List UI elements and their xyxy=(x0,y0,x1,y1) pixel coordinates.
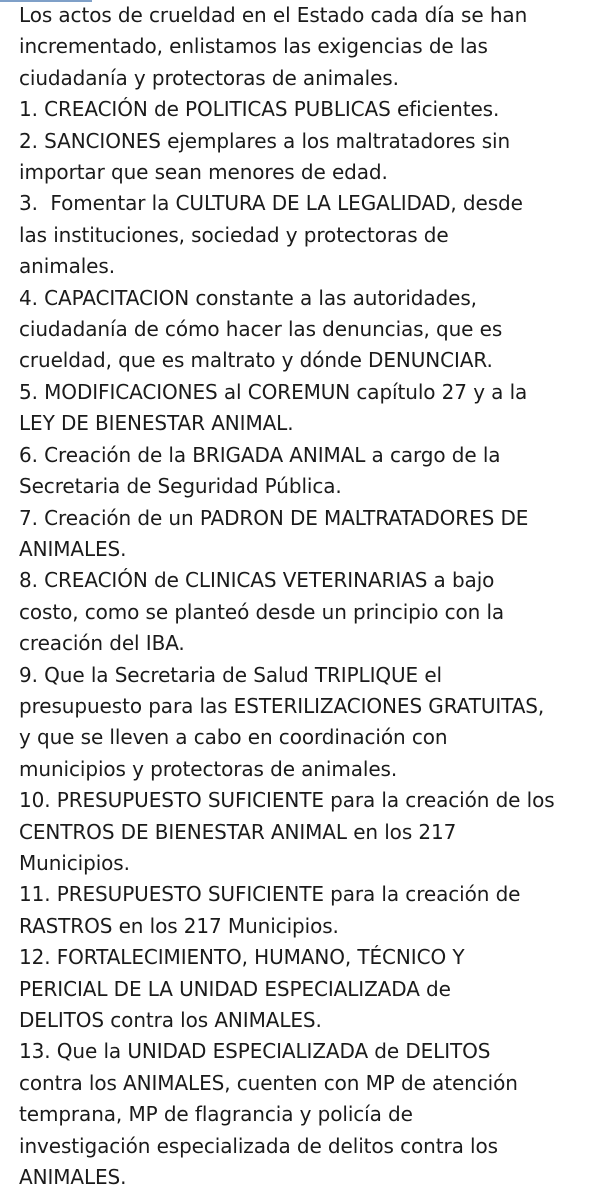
doc-line: Los actos de crueldad en el Estado cada día se han xyxy=(19,3,528,27)
doc-line: Secretaria de Seguridad Pública. xyxy=(19,474,342,499)
doc-line: 9. Que la Secretaria de Salud TRIPLIQUE el xyxy=(19,662,443,687)
doc-line: 10. PRESUPUESTO SUFICIENTE para la creación de los xyxy=(19,788,555,813)
doc-line: incrementado, enlistamos las exigencias de las xyxy=(19,34,488,59)
doc-line: 12. FORTALECIMIENTO, HUMANO, TÉCNICO Y xyxy=(19,945,465,970)
doc-line: ANIMALES. xyxy=(19,1165,127,1190)
doc-line: 6. Creación de la BRIGADA ANIMAL a cargo de la xyxy=(19,442,501,467)
doc-line: 13. Que la UNIDAD ESPECIALIZADA de DELITOS xyxy=(19,1039,491,1064)
doc-line: 4. CAPACITACION constante a las autoridades, xyxy=(19,285,477,310)
doc-line: 3. Fomentar la CULTURA DE LA LEGALIDAD, desde xyxy=(19,191,523,216)
doc-line: LEY DE BIENESTAR ANIMAL. xyxy=(19,411,294,436)
doc-line: Municipios. xyxy=(19,850,130,875)
doc-line: importar que sean menores de edad. xyxy=(19,160,388,185)
doc-line: crueldad, que es maltrato y dónde DENUNCIAR. xyxy=(19,348,493,373)
doc-line: contra los ANIMALES, cuenten con MP de atención xyxy=(19,1070,518,1095)
doc-line: ciudadanía y protectoras de animales. xyxy=(19,65,399,90)
doc-line: RASTROS en los 217 Municipios. xyxy=(19,913,339,938)
doc-line: 11. PRESUPUESTO SUFICIENTE para la creación de xyxy=(19,882,521,907)
doc-line: 7. Creación de un PADRON DE MALTRATADORES DE xyxy=(19,505,529,530)
doc-line: creación del IBA. xyxy=(19,631,185,656)
doc-line: ciudadanía de cómo hacer las denuncias, que es xyxy=(19,317,503,342)
doc-line: temprana, MP de flagrancia y policía de xyxy=(19,1102,413,1127)
doc-line: investigación especializada de delitos contra los xyxy=(19,1133,498,1158)
doc-line: presupuesto para las ESTERILIZACIONES GRATUITAS, xyxy=(19,693,545,718)
doc-line: municipios y protectoras de animales. xyxy=(19,756,398,781)
doc-line: PERICIAL DE LA UNIDAD ESPECIALIZADA de xyxy=(19,976,451,1001)
doc-line: costo, como se planteó desde un principio con la xyxy=(19,599,505,624)
doc-line: las instituciones, sociedad y protectoras de xyxy=(19,222,449,247)
doc-line: 1. CREACIÓN de POLITICAS PUBLICAS eficientes. xyxy=(19,97,500,122)
doc-line: 8. CREACIÓN de CLINICAS VETERINARIAS a bajo xyxy=(19,568,495,593)
doc-line: ANIMALES. xyxy=(19,536,127,561)
doc-line: DELITOS contra los ANIMALES. xyxy=(19,1008,322,1032)
doc-line: 2. SANCIONES ejemplares a los maltratadores sin xyxy=(19,128,511,153)
doc-line: animales. xyxy=(19,254,115,279)
doc-line: CENTROS DE BIENESTAR ANIMAL en los 217 xyxy=(19,819,457,844)
doc-line: 5. MODIFICACIONES al COREMUN capítulo 27 y a la xyxy=(19,379,528,404)
doc-line: y que se lleven a cabo en coordinación con xyxy=(19,725,448,750)
